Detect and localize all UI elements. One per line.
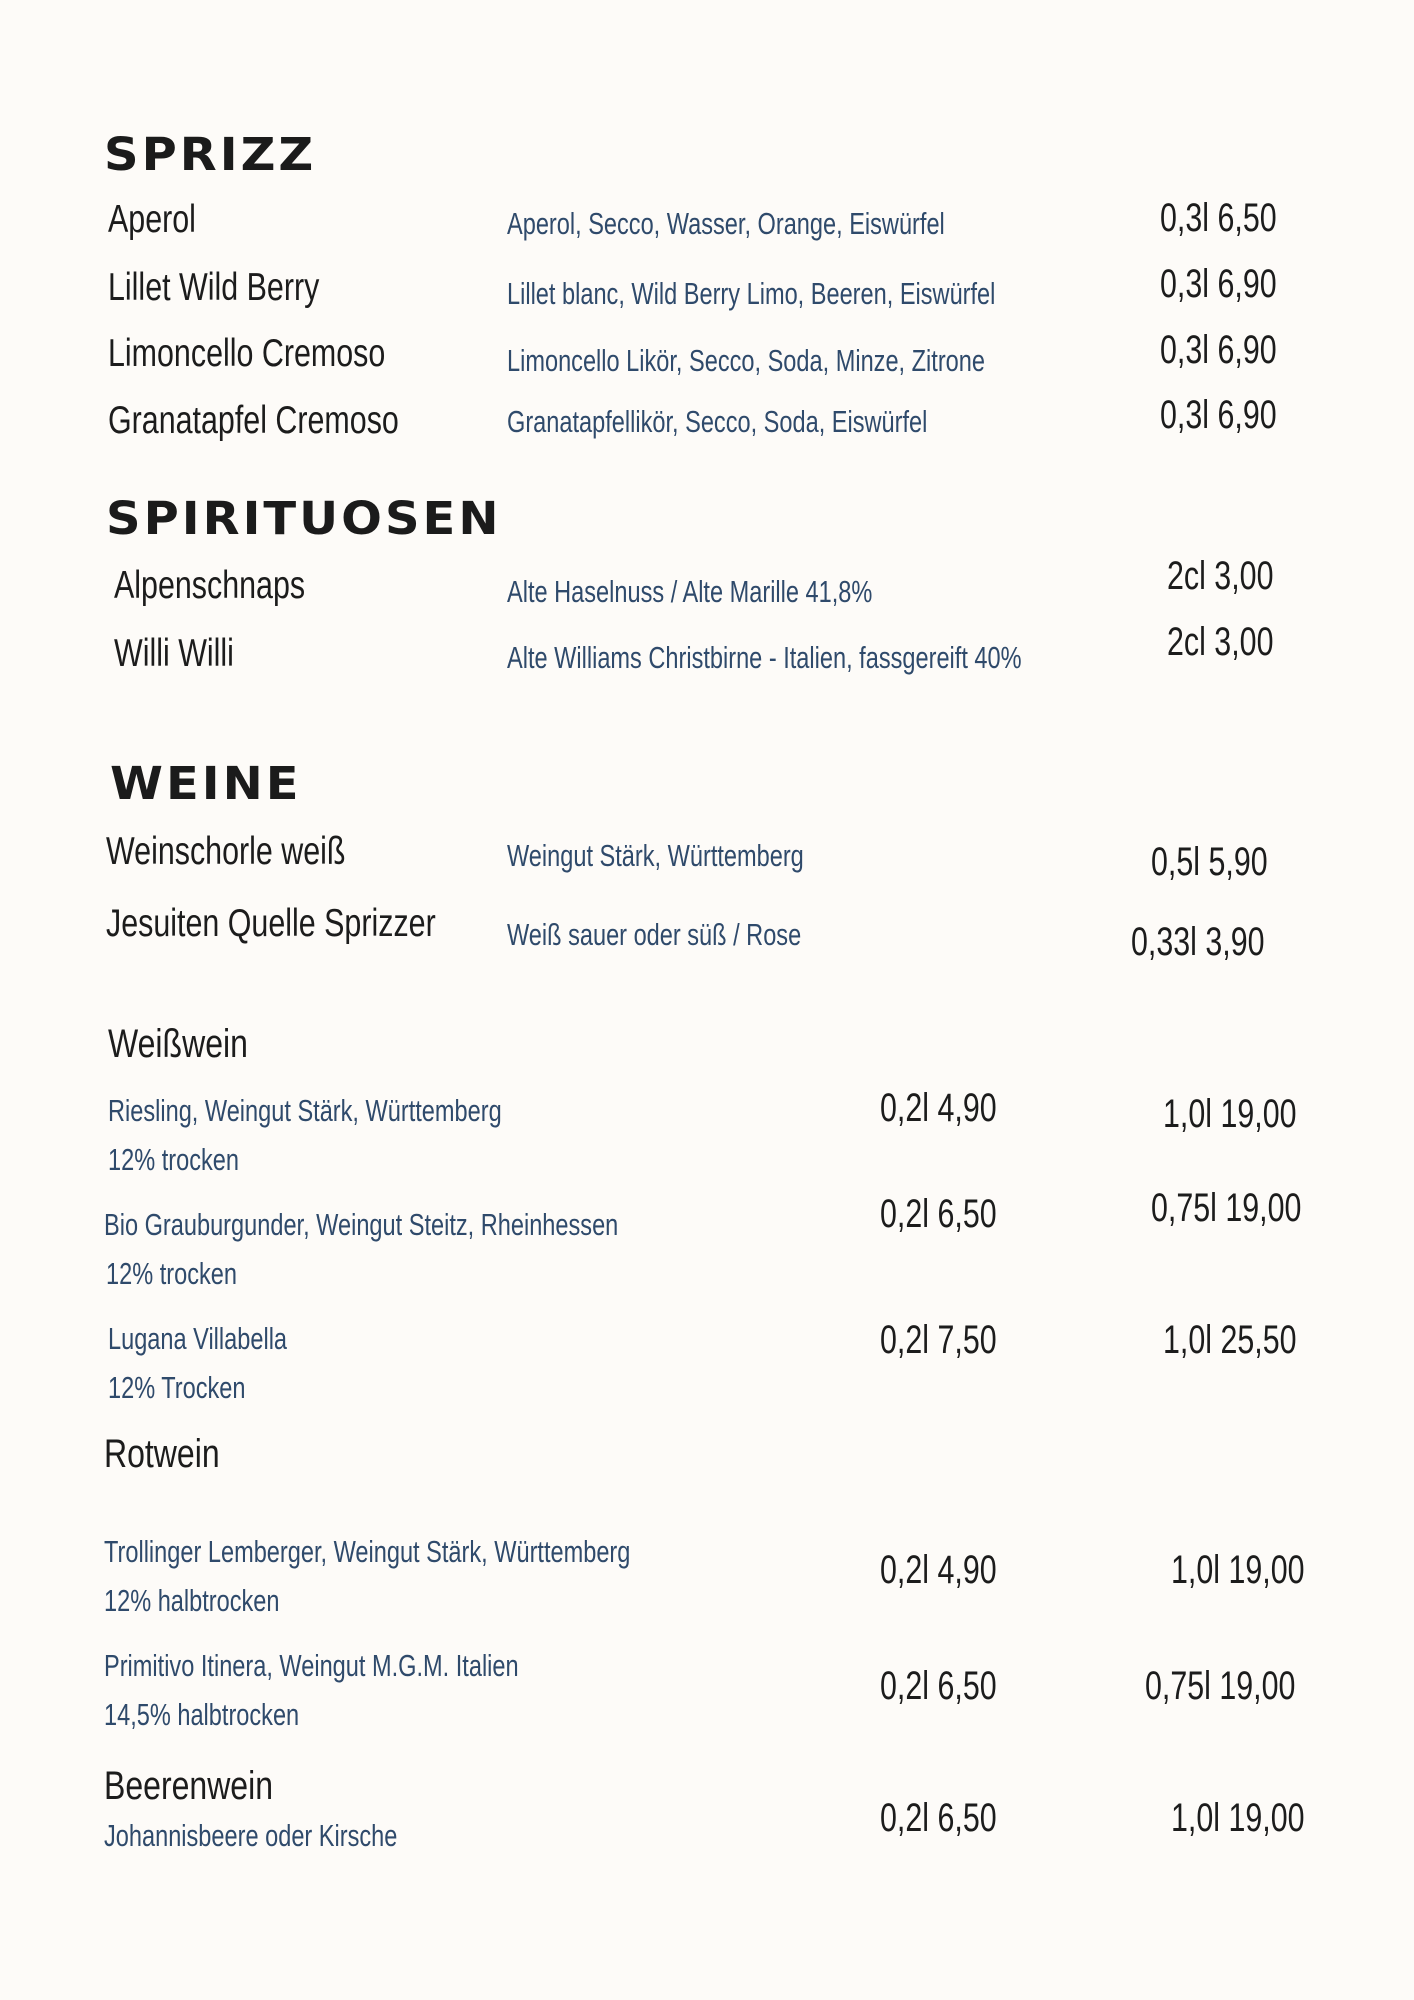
wine-price-bottle: 1,0l 19,00 — [1163, 1092, 1297, 1136]
spirituosen-heading: SPIRITUOSEN — [106, 492, 502, 546]
wine-price-glass: 0,2l 6,50 — [880, 1796, 997, 1840]
wine-price-bottle: 0,75l 19,00 — [1151, 1186, 1302, 1230]
menu-item-price: 0,3l 6,50 — [1160, 196, 1277, 240]
menu-item-name: Limoncello Cremoso — [108, 332, 386, 375]
menu-item-price: 0,3l 6,90 — [1160, 262, 1277, 306]
menu-item-description: Granatapfellikör, Secco, Soda, Eiswürfel — [507, 404, 928, 439]
wine-details: 12% trocken — [106, 1256, 237, 1291]
wine-name: Riesling, Weingut Stärk, Württemberg — [108, 1093, 502, 1128]
wine-name: Trollinger Lemberger, Weingut Stärk, Württemberg — [104, 1534, 631, 1569]
weine-heading: WEINE — [110, 757, 302, 811]
menu-item-name: Jesuiten Quelle Sprizzer — [106, 902, 436, 945]
wine-price-bottle: 0,75l 19,00 — [1145, 1664, 1296, 1708]
wine-details: 14,5% halbtrocken — [104, 1697, 300, 1732]
menu-item-description: Alte Williams Christbirne - Italien, fassgereift 40% — [507, 640, 1022, 675]
menu-item-name: Granatapfel Cremoso — [108, 399, 399, 442]
menu-item-price: 0,3l 6,90 — [1160, 328, 1277, 372]
menu-item-name: Lillet Wild Berry — [108, 266, 320, 309]
menu-item-description: Alte Haselnuss / Alte Marille 41,8% — [507, 574, 873, 609]
menu-item-price: 0,33l 3,90 — [1131, 920, 1265, 964]
menu-item-price: 2cl 3,00 — [1167, 554, 1274, 598]
wine-details: Johannisbeere oder Kirsche — [104, 1818, 398, 1853]
wine-price-glass: 0,2l 6,50 — [880, 1192, 997, 1236]
menu-item-price: 0,5l 5,90 — [1151, 840, 1268, 884]
wine-price-glass: 0,2l 4,90 — [880, 1548, 997, 1592]
sprizz-heading: SPRIZZ — [104, 128, 317, 182]
menu-item-description: Weiß sauer oder süß / Rose — [507, 917, 802, 952]
wine-name: Bio Grauburgunder, Weingut Steitz, Rheinhessen — [104, 1207, 619, 1242]
menu-item-price: 2cl 3,00 — [1167, 620, 1274, 664]
wine-details: 12% halbtrocken — [104, 1583, 280, 1618]
menu-item-price: 0,3l 6,90 — [1160, 393, 1277, 437]
beerenwein-heading: Beerenwein — [104, 1764, 273, 1808]
wine-price-bottle: 1,0l 19,00 — [1171, 1796, 1305, 1840]
menu-item-name: Alpenschnaps — [114, 564, 306, 607]
wine-name: Lugana Villabella — [108, 1321, 288, 1356]
wine-price-bottle: 1,0l 25,50 — [1163, 1318, 1297, 1362]
weisswein-heading: Weißwein — [108, 1022, 248, 1066]
wine-details: 12% Trocken — [108, 1370, 246, 1405]
wine-price-bottle: 1,0l 19,00 — [1171, 1548, 1305, 1592]
menu-item-description: Aperol, Secco, Wasser, Orange, Eiswürfel — [507, 206, 945, 241]
menu-item-name: Willi Willi — [114, 632, 234, 675]
menu-item-description: Limoncello Likör, Secco, Soda, Minze, Zitrone — [507, 343, 985, 378]
wine-price-glass: 0,2l 7,50 — [880, 1318, 997, 1362]
menu-item-description: Lillet blanc, Wild Berry Limo, Beeren, Eiswürfel — [507, 276, 996, 311]
menu-item-description: Weingut Stärk, Württemberg — [507, 838, 804, 873]
wine-details: 12% trocken — [108, 1142, 239, 1177]
menu-item-name: Aperol — [108, 198, 196, 241]
wine-price-glass: 0,2l 4,90 — [880, 1086, 997, 1130]
wine-name: Primitivo Itinera, Weingut M.G.M. Italien — [104, 1648, 519, 1683]
wine-price-glass: 0,2l 6,50 — [880, 1664, 997, 1708]
rotwein-heading: Rotwein — [104, 1432, 220, 1476]
menu-item-name: Weinschorle weiß — [106, 830, 346, 873]
